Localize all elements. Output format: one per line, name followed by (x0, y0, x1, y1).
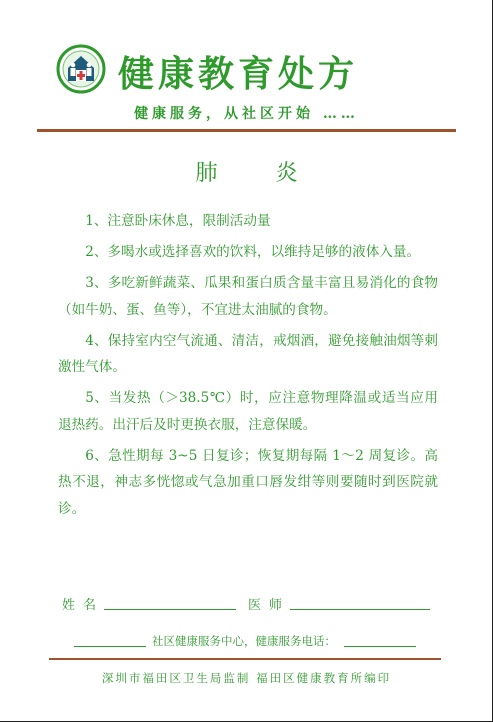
name-label: 姓名 (62, 598, 105, 613)
footer-publisher: 深圳市福田区卫生局监制 福田区健康教育所编印 (101, 671, 392, 685)
center-name-field[interactable] (74, 646, 146, 647)
slogan: 健康服务，从社区开始 …… (134, 106, 359, 122)
advice-item: 3、多吃新鲜蔬菜、瓜果和蛋白质含量丰富且易消化的食物（如牛奶、蛋、鱼等），不宜进太油腻的食物。 (58, 275, 438, 318)
doctor-label: 医师 (248, 598, 291, 613)
phone-field[interactable] (344, 646, 416, 647)
signature-row (62, 594, 442, 614)
header (56, 44, 456, 94)
name-field[interactable] (104, 609, 236, 610)
health-center-row (74, 633, 434, 651)
advice-item: 5、当发热（＞38.5℃）时，应注意物理降温或适当应用退热药。出汗后及时更换衣服，注意保暖。 (58, 390, 438, 433)
page-title: 健康教育处方 (118, 54, 359, 95)
doctor-field[interactable] (290, 609, 430, 610)
document-title: 肺炎 (195, 161, 356, 186)
advice-item: 1、注意卧床休息，限制活动量 (85, 213, 271, 229)
top-divider (37, 129, 456, 132)
bottom-divider (49, 658, 441, 660)
advice-item: 4、保持室内空气流通、清洁，戒烟酒，避免接触油烟等刺激性气体。 (58, 332, 438, 375)
advice-list (58, 208, 438, 527)
advice-item: 6、急性期每 3~5 日复诊；恢复期每隔 1～2 周复诊。高热不退，神志多恍惚或气急加重口唇发绀等则要随时到医院就诊。 (58, 447, 438, 517)
community-health-logo-icon (56, 44, 106, 94)
advice-item: 2、多喝水或选择喜欢的饮料，以维持足够的液体入量。 (85, 244, 421, 260)
center-phone-label: 社区健康服务中心，健康服务电话： (152, 634, 336, 648)
